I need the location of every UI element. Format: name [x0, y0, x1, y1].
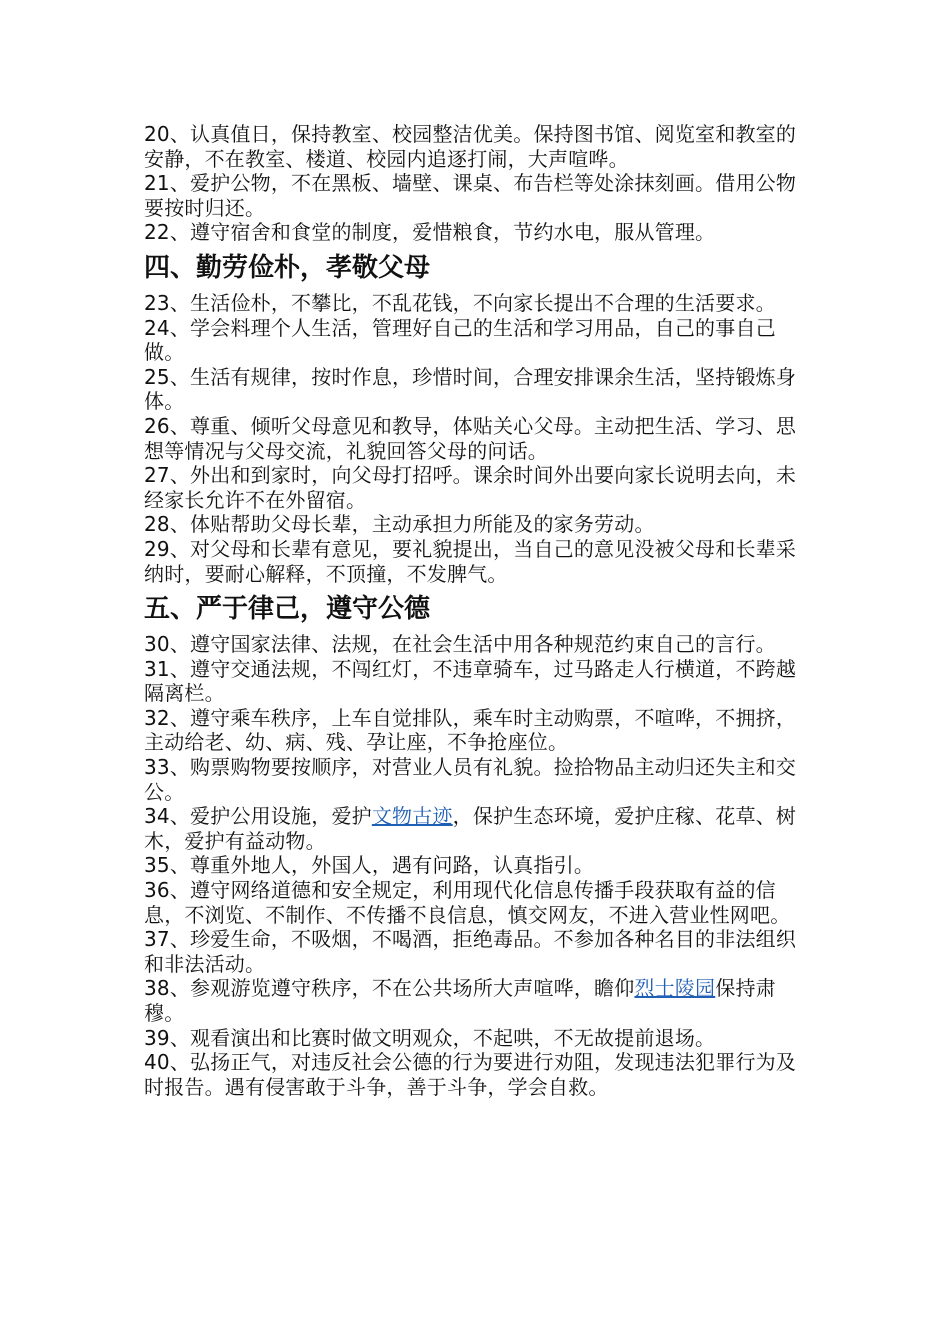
rule-31: 31、遵守交通法规，不闯红灯，不违章骑车，过马路走人行横道，不跨越隔离栏。	[144, 656, 797, 706]
rule-24: 24、学会料理个人生活，管理好自己的生活和学习用品，自己的事自己做。	[144, 315, 776, 365]
section-heading-4: 四、勤劳俭朴，孝敬父母	[144, 252, 431, 283]
rule-32: 32、遵守乘车秩序，上车自觉排队，乘车时主动购票，不喧哗，不拥挤，主动给老、幼、病、残、孕让座，不争抢座位。	[144, 705, 797, 755]
rule-29: 29、对父母和长辈有意见，要礼貌提出，当自己的意见没被父母和长辈采纳时，要耐心解释，不顶撞，不发脾气。	[144, 536, 797, 586]
rule-22: 22、遵守宿舍和食堂的制度，爱惜粮食，节约水电，服从管理。	[144, 220, 716, 245]
rule-23: 23、生活俭朴，不攀比，不乱花钱，不向家长提出不合理的生活要求。	[144, 290, 776, 315]
rule-37: 37、珍爱生命，不吸烟，不喝酒，拒绝毒品。不参加各种名目的非法组织和非法活动。	[144, 927, 797, 976]
rule-26: 26、尊重、倾听父母意见和教导，体贴关心父母。主动把生活、学习、思想等情况与父母交流，礼貌回答父母的问话。	[144, 413, 797, 463]
rule-40: 40、弘扬正气，对违反社会公德的行为要进行劝阻，发现违法犯罪行为及时报告。遇有侵害敢于斗争，善于斗争，学会自救。	[144, 1050, 797, 1099]
rule-28: 28、体贴帮助父母长辈，主动承担力所能及的家务劳动。	[144, 512, 655, 537]
rule-34	[144, 804, 814, 853]
rule-36: 36、遵守网络道德和安全规定，利用现代化信息传播手段获取有益的信息，不浏览、不制作、不传播不良信息，慎交网友，不进入营业性网吧。	[144, 878, 791, 927]
document-page	[144, 122, 814, 1099]
rule-39: 39、观看演出和比赛时做文明观众，不起哄，不无故提前退场。	[144, 1025, 716, 1050]
rule-33: 33、购票购物要按顺序，对营业人员有礼貌。捡拾物品主动归还失主和交公。	[144, 755, 797, 804]
rule-38	[144, 976, 814, 1025]
rule-38-text-after: 保持肃穆。	[144, 976, 776, 1025]
rule-27: 27、外出和到家时，向父母打招呼。课余时间外出要向家长说明去向，未经家长允许不在外留宿。	[144, 463, 797, 512]
rule-35: 35、尊重外地人，外国人，遇有问路，认真指引。	[144, 853, 595, 878]
rule-34-text-before: 34、爱护公用设施，爱护	[144, 804, 372, 829]
rule-20: 20、认真值日，保持教室、校园整洁优美。保持图书馆、阅览室和教室的安静，不在教室、楼道、校园内追逐打闹，大声喧哗。	[144, 122, 797, 171]
rule-34-text-after: ，保护生态环境，爱护庄稼、花草、树木，爱护有益动物。	[144, 804, 797, 853]
rule-21: 21、爱护公物，不在黑板、墙壁、课桌、布告栏等处涂抹刻画。借用公物要按时归还。	[144, 171, 797, 220]
rule-25: 25、生活有规律，按时作息，珍惜时间，合理安排课余生活，坚持锻炼身体。	[144, 364, 797, 414]
section-heading-5: 五、严于律己，遵守公德	[144, 594, 431, 625]
link-martyrs-cemetery[interactable]: 烈士陵园	[634, 976, 716, 1001]
rule-30: 30、遵守国家法律、法规，在社会生活中用各种规范约束自己的言行。	[144, 632, 776, 657]
rule-38-text-before: 38、参观游览遵守秩序，不在公共场所大声喧哗，瞻仰	[144, 976, 635, 1001]
link-cultural-relics[interactable]: 文物古迹	[371, 804, 453, 829]
